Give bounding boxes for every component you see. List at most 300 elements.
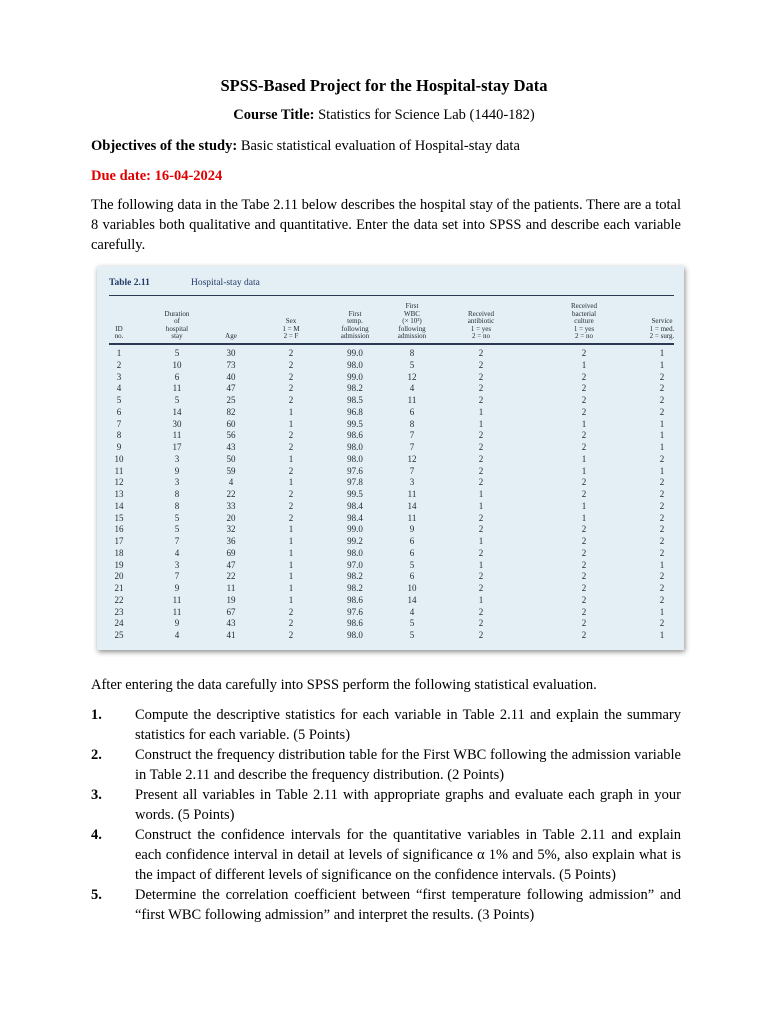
table-cell: 98.2 [347, 383, 363, 394]
table-cell: 2 [659, 383, 665, 394]
table-cell: 22 [226, 489, 236, 499]
page-title: SPSS-Based Project for the Hospital-stay Data [220, 76, 548, 95]
table-cell: 21 [114, 583, 124, 593]
table-cell: 1 [478, 418, 484, 429]
table-header-line: stay [171, 332, 183, 341]
table-cell: 1 [478, 559, 484, 570]
table-cell: 98.0 [347, 547, 363, 558]
table-row [109, 430, 674, 441]
table-cell: 2 [659, 453, 665, 464]
table-cell: 13 [114, 489, 124, 499]
table-cell: 5 [116, 395, 122, 405]
table-header-line: (× 10³) [402, 317, 422, 326]
table-cell: 2 [581, 547, 587, 558]
table-cell: 2 [116, 359, 122, 370]
task-item [91, 885, 681, 925]
table-cell: 2 [581, 477, 587, 488]
table-cell: 2 [581, 383, 587, 394]
table-cell: 98.6 [347, 618, 363, 629]
table-header-cell [453, 311, 509, 341]
table-cell: 7 [409, 442, 415, 452]
table-cell: 2 [581, 559, 587, 570]
table-cell: 25 [114, 630, 124, 640]
table-cell: 5 [409, 630, 415, 640]
table-cell: 2 [478, 371, 484, 382]
task-item [91, 825, 681, 885]
table-cell: 2 [478, 395, 484, 405]
table-cell: 18 [114, 547, 124, 558]
table-cell: 14 [407, 500, 417, 511]
table-cell: 99.2 [347, 536, 363, 546]
table-cell: 4 [116, 383, 122, 394]
table-header-line: 1 = yes [573, 324, 595, 333]
task-item [91, 785, 681, 825]
table-caption-number: Table 2.11 [109, 278, 150, 288]
table-cell: 6 [174, 371, 180, 382]
table-row [109, 595, 674, 606]
table-row [109, 407, 674, 418]
table-cell: 47 [226, 383, 236, 394]
table-cell: 6 [409, 571, 415, 582]
table-cell: 12 [407, 371, 417, 382]
table-cell: 97.8 [347, 477, 363, 488]
table-header-cell [263, 318, 319, 341]
objectives-label: Objectives of the study: [91, 138, 238, 154]
table-cell: 22 [114, 594, 124, 605]
table-cell: 2 [478, 348, 484, 358]
table-cell: 2 [581, 371, 587, 382]
table-header-line: following [398, 324, 426, 333]
table-header-rule [109, 343, 674, 345]
table-cell: 5 [409, 359, 415, 370]
table-cell: 9 [116, 442, 122, 452]
table-cell: 2 [478, 383, 484, 394]
table-row [109, 348, 674, 359]
table-cell: 17 [114, 536, 124, 546]
table-cell: 2 [288, 359, 294, 370]
table-cell: 2 [581, 630, 587, 640]
table-cell: 9 [174, 465, 180, 476]
table-cell: 2 [288, 500, 294, 511]
course-title-line [0, 107, 768, 124]
table-cell: 2 [659, 406, 665, 417]
table-cell: 11 [172, 383, 182, 394]
task-text: Determine the correlation coefficient between “first temperature following admission” and “first WBC following admission” and interpret the results. (3 Points) [135, 887, 681, 923]
table-cell: 2 [478, 606, 484, 617]
hospital-stay-table [109, 274, 674, 640]
table-cell: 2 [581, 430, 587, 441]
table-cell: 2 [581, 594, 587, 605]
table-cell: 98.5 [347, 395, 363, 405]
table-cell: 5 [174, 524, 180, 535]
task-text: Construct the frequency distribution table for the First WBC following the admission variable in Table 2.11 and describe the frequency distribution. (2 Points) [135, 747, 681, 783]
table-cell: 1 [659, 359, 665, 370]
table-cell: 1 [659, 465, 665, 476]
table-row [109, 454, 674, 465]
table-cell: 1 [478, 406, 484, 417]
table-header-line: 1 = yes [470, 324, 492, 333]
table-cell: 2 [478, 547, 484, 558]
table-cell: 1 [288, 406, 294, 417]
table-cell: 2 [478, 477, 484, 488]
table-header-line: Received [570, 302, 598, 310]
table-cell: 11 [114, 465, 124, 476]
table-cell: 36 [226, 536, 236, 546]
table-cell: 98.4 [347, 500, 363, 511]
objectives-line [91, 138, 520, 155]
table-row [109, 383, 674, 394]
table-row [109, 466, 674, 477]
table-cell: 8 [409, 348, 415, 358]
table-cell: 1 [478, 489, 484, 499]
table-cell: 1 [659, 630, 665, 640]
course-title-label: Course Title: [233, 107, 315, 123]
table-cell: 1 [288, 583, 294, 593]
table-cell: 1 [288, 547, 294, 558]
table-row [109, 501, 674, 512]
table-cell: 5 [174, 512, 180, 523]
table-cell: 1 [288, 594, 294, 605]
table-cell: 1 [659, 348, 665, 358]
table-cell: 2 [659, 618, 665, 629]
table-cell: 67 [226, 606, 236, 617]
table-cell: 2 [288, 430, 294, 441]
table-cell: 1 [116, 348, 122, 358]
table-cell: 14 [172, 406, 182, 417]
table-header-cell [384, 303, 440, 341]
table-cell: 33 [226, 500, 236, 511]
table-cell: 4 [409, 383, 415, 394]
table-cell: 98.0 [347, 442, 363, 452]
task-text: Construct the confidence intervals for the quantitative variables in Table 2.11 and explain each confidence interval in detail at levels of significance α 1% and 5%, also explain what is the impact of different levels of significance on the confidence intervals. (5 Points) [135, 827, 681, 883]
table-cell: 2 [288, 618, 294, 629]
table-cell: 9 [174, 618, 180, 629]
task-number: 1. [91, 707, 102, 723]
table-cell: 2 [478, 571, 484, 582]
table-cell: 6 [409, 406, 415, 417]
table-cell: 2 [288, 371, 294, 382]
table-row [109, 442, 674, 453]
table-cell: 14 [114, 500, 124, 511]
table-cell: 99.0 [347, 524, 363, 535]
table-cell: 25 [226, 395, 236, 405]
table-header-line: ID [115, 324, 123, 333]
course-title-value: Statistics for Science Lab (1440-182) [318, 107, 535, 123]
table-cell: 98.4 [347, 512, 363, 523]
task-list [91, 705, 681, 925]
table-cell: 1 [478, 536, 484, 546]
table-cell: 30 [226, 348, 236, 358]
table-cell: 2 [478, 524, 484, 535]
table-row [109, 372, 674, 383]
table-header-cell [149, 311, 205, 341]
table-cell: 2 [581, 348, 587, 358]
table-cell: 97.6 [347, 606, 363, 617]
table-cell: 56 [226, 430, 236, 441]
table-cell: 11 [172, 430, 182, 441]
table-cell: 50 [226, 453, 236, 464]
table-cell: 9 [174, 583, 180, 593]
table-cell: 2 [288, 383, 294, 394]
table-cell: 2 [659, 477, 665, 488]
table-cell: 98.6 [347, 594, 363, 605]
table-cell: 23 [114, 606, 124, 617]
table-row [109, 571, 674, 582]
task-number: 3. [91, 787, 102, 803]
table-cell: 20 [226, 512, 236, 523]
table-cell: 4 [174, 547, 180, 558]
table-cell: 7 [409, 430, 415, 441]
table-cell: 4 [174, 630, 180, 640]
table-cell: 1 [478, 500, 484, 511]
table-cell: 1 [288, 524, 294, 535]
table-cell: 2 [478, 359, 484, 370]
table-cell: 2 [288, 465, 294, 476]
table-cell: 11 [407, 489, 417, 499]
table-cell: 20 [114, 571, 124, 582]
table-cell: 2 [288, 512, 294, 523]
intro-paragraph: The following data in the Tabe 2.11 below describes the hospital stay of the patients. There are a total 8 variables both qualitative and quantitative. Enter the data set into SPSS and describe each variable carefully. [91, 197, 681, 253]
table-cell: 1 [581, 512, 587, 523]
table-header-line: admission [340, 332, 370, 341]
table-cell: 3 [174, 453, 180, 464]
table-cell: 2 [659, 571, 665, 582]
table-cell: 24 [114, 618, 124, 629]
table-cell: 11 [226, 583, 236, 593]
table-cell: 40 [226, 371, 236, 382]
table-cell: 3 [174, 477, 180, 488]
table-cell: 98.2 [347, 571, 363, 582]
objectives-value: Basic statistical evaluation of Hospital-stay data [240, 138, 520, 154]
table-header-line: antibiotic [467, 317, 495, 326]
due-date: Due date: 16-04-2024 [91, 168, 223, 184]
table-cell: 15 [114, 512, 124, 523]
table-cell: 11 [407, 395, 417, 405]
task-item [91, 705, 681, 745]
table-cell: 2 [478, 583, 484, 593]
table-cell: 19 [114, 559, 124, 570]
table-cell: 2 [478, 618, 484, 629]
table-cell: 5 [174, 395, 180, 405]
table-cell: 99.5 [347, 489, 363, 499]
table-cell: 60 [226, 418, 236, 429]
table-cell: 1 [288, 418, 294, 429]
table-cell: 8 [116, 430, 122, 441]
table-header-cell [634, 318, 690, 341]
table-header-line: 2 = F [283, 332, 299, 341]
table-cell: 5 [174, 348, 180, 358]
table-cell: 1 [581, 418, 587, 429]
table-header-cell [327, 311, 383, 341]
table-cell: 2 [288, 395, 294, 405]
table-cell: 1 [288, 477, 294, 488]
task-text: Compute the descriptive statistics for each variable in Table 2.11 and explain the summary statistics for each variable. (5 Points) [135, 707, 681, 743]
table-header-line: Sex [285, 317, 297, 326]
table-cell: 97.6 [347, 465, 363, 476]
table-cell: 1 [288, 453, 294, 464]
table-cell: 2 [659, 489, 665, 499]
after-paragraph: After entering the data carefully into SPSS perform the following statistical evaluation. [91, 677, 597, 693]
table-cell: 96.8 [347, 406, 363, 417]
table-cell: 5 [409, 618, 415, 629]
table-header-cell [556, 303, 612, 341]
table-cell: 4 [228, 477, 234, 488]
table-cell: 2 [659, 371, 665, 382]
table-row [109, 477, 674, 488]
table-top-rule [109, 295, 674, 296]
table-cell: 2 [659, 583, 665, 593]
table-cell: 6 [409, 547, 415, 558]
table-row [109, 560, 674, 571]
table-header-line: hospital [165, 324, 189, 333]
table-cell: 43 [226, 442, 236, 452]
table-header-line: 2 = surg. [649, 332, 675, 341]
table-row [109, 524, 674, 535]
table-cell: 2 [581, 618, 587, 629]
table-header-cell [203, 333, 259, 341]
table-cell: 1 [581, 500, 587, 511]
table-cell: 2 [581, 395, 587, 405]
task-number: 4. [91, 827, 102, 843]
table-cell: 2 [478, 512, 484, 523]
table-cell: 1 [659, 606, 665, 617]
table-cell: 3 [116, 371, 122, 382]
table-cell: 6 [116, 406, 122, 417]
table-cell: 2 [478, 442, 484, 452]
table-header-line: WBC [404, 309, 420, 318]
table-cell: 98.0 [347, 630, 363, 640]
table-cell: 10 [407, 583, 417, 593]
task-number: 5. [91, 887, 102, 903]
table-header-line: First [348, 309, 362, 318]
table-cell: 59 [226, 465, 236, 476]
table-image [97, 266, 684, 650]
table-header-line: culture [574, 317, 594, 326]
table-cell: 2 [288, 630, 294, 640]
table-cell: 47 [226, 559, 236, 570]
table-cell: 1 [659, 442, 665, 452]
table-cell: 2 [581, 571, 587, 582]
table-header-line: 2 = no [575, 332, 593, 341]
table-cell: 2 [659, 524, 665, 535]
table-cell: 2 [581, 536, 587, 546]
table-cell: 82 [226, 406, 236, 417]
table-cell: 2 [581, 583, 587, 593]
table-row [109, 489, 674, 500]
table-cell: 43 [226, 618, 236, 629]
table-header-line: no. [114, 332, 124, 341]
table-header-cell [91, 326, 147, 341]
table-cell: 1 [288, 571, 294, 582]
table-cell: 6 [409, 536, 415, 546]
table-cell: 1 [581, 453, 587, 464]
table-cell: 11 [172, 594, 182, 605]
table-cell: 41 [226, 630, 236, 640]
table-header-line: following [341, 324, 369, 333]
table-cell: 2 [581, 442, 587, 452]
table-cell: 2 [478, 630, 484, 640]
table-row [109, 395, 674, 406]
table-header-line: of [174, 317, 180, 326]
table-row [109, 360, 674, 371]
table-cell: 14 [407, 594, 417, 605]
task-number: 2. [91, 747, 102, 763]
table-cell: 1 [659, 430, 665, 441]
table-cell: 2 [659, 395, 665, 405]
table-row [109, 618, 674, 629]
table-cell: 2 [659, 512, 665, 523]
table-row [109, 536, 674, 547]
table-cell: 2 [478, 465, 484, 476]
table-cell: 2 [288, 442, 294, 452]
table-row [109, 513, 674, 524]
table-cell: 5 [409, 559, 415, 570]
table-header-line: First [405, 302, 419, 310]
table-cell: 98.0 [347, 359, 363, 370]
table-row [109, 607, 674, 618]
table-cell: 30 [172, 418, 182, 429]
table-cell: 8 [174, 500, 180, 511]
table-cell: 1 [581, 359, 587, 370]
table-header-line: bacterial [571, 309, 597, 318]
table-cell: 2 [288, 348, 294, 358]
table-cell: 2 [478, 430, 484, 441]
table-header-line: Service [651, 317, 673, 326]
task-text: Present all variables in Table 2.11 with appropriate graphs and evaluate each graph in your words. (5 Points) [135, 787, 681, 823]
task-item [91, 745, 681, 785]
table-cell: 7 [174, 536, 180, 546]
table-cell: 16 [114, 524, 124, 535]
table-cell: 2 [659, 547, 665, 558]
table-cell: 19 [226, 594, 236, 605]
table-cell: 10 [114, 453, 124, 464]
table-cell: 12 [407, 453, 417, 464]
table-row [109, 419, 674, 430]
table-header-line: Duration [164, 309, 190, 318]
table-row [109, 548, 674, 559]
table-cell: 3 [409, 477, 415, 488]
table-cell: 98.2 [347, 583, 363, 593]
table-cell: 2 [581, 489, 587, 499]
table-header-line: admission [397, 332, 427, 341]
table-cell: 1 [288, 536, 294, 546]
table-cell: 8 [409, 418, 415, 429]
table-cell: 2 [478, 453, 484, 464]
table-caption-name: Hospital-stay data [191, 278, 260, 288]
table-row [109, 583, 674, 594]
table-cell: 99.5 [347, 418, 363, 429]
table-cell: 7 [116, 418, 122, 429]
table-cell: 2 [581, 606, 587, 617]
table-cell: 4 [409, 606, 415, 617]
table-cell: 1 [659, 418, 665, 429]
table-cell: 10 [172, 359, 182, 370]
table-cell: 3 [174, 559, 180, 570]
table-cell: 7 [409, 465, 415, 476]
table-cell: 98.0 [347, 453, 363, 464]
table-cell: 12 [114, 477, 124, 488]
table-cell: 8 [174, 489, 180, 499]
table-cell: 98.6 [347, 430, 363, 441]
table-cell: 17 [172, 442, 182, 452]
table-cell: 1 [581, 465, 587, 476]
table-cell: 2 [288, 489, 294, 499]
table-header-line: 1 = M [282, 324, 300, 333]
table-cell: 99.0 [347, 348, 363, 358]
table-cell: 69 [226, 547, 236, 558]
table-cell: 7 [174, 571, 180, 582]
table-cell: 99.0 [347, 371, 363, 382]
